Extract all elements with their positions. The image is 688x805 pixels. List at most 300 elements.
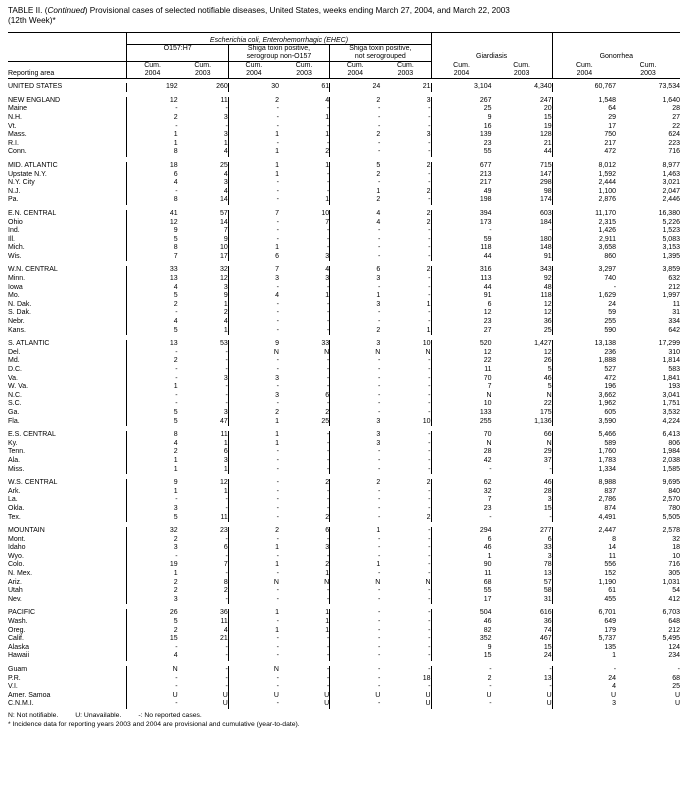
row-value: 25 — [672, 683, 680, 691]
row-value: 1 — [228, 131, 279, 140]
row-value: 5 — [127, 618, 178, 627]
table-row — [8, 496, 680, 505]
row-value: 2 — [127, 587, 178, 596]
row-value: - — [228, 105, 279, 114]
row-value: 9 — [431, 644, 492, 653]
row-value: - — [228, 700, 279, 709]
row-value: 6,703 — [662, 609, 680, 617]
row-value: 5 — [127, 292, 178, 301]
row-value: 2,911 — [552, 236, 616, 245]
row-value: - — [431, 683, 492, 692]
row-value: - — [326, 170, 330, 178]
row-value: 1 — [223, 439, 228, 447]
row-value: 55 — [431, 587, 492, 596]
row-value: - — [326, 504, 330, 512]
row-value: 2 — [330, 327, 381, 336]
row-value: 716 — [668, 148, 680, 156]
row-value: 1,814 — [662, 357, 680, 365]
row-value: - — [431, 700, 492, 709]
row-value: 212 — [668, 626, 680, 634]
row-value: U — [127, 692, 178, 701]
row-value: 1,031 — [662, 578, 680, 586]
row-value: - — [127, 188, 178, 197]
row-value: 118 — [431, 244, 492, 253]
row-value: - — [330, 570, 381, 579]
row-value: 648 — [668, 618, 680, 626]
row-value: 78 — [543, 561, 552, 569]
row-value: 12 — [220, 275, 228, 283]
row-value: 1,888 — [552, 357, 616, 366]
row-area-label: N.C. — [8, 391, 22, 399]
row-value: 5,505 — [662, 513, 680, 521]
row-value: - — [428, 113, 431, 121]
row-area-label: Kans. — [8, 326, 26, 334]
row-value: 6 — [547, 535, 552, 543]
row-value: 68 — [672, 674, 680, 682]
row-value: 5,495 — [662, 635, 680, 643]
table-row — [8, 587, 680, 596]
row-value: N — [127, 666, 178, 675]
row-value: 6 — [223, 544, 228, 552]
row-value: - — [330, 179, 381, 188]
row-value: - — [549, 465, 552, 473]
row-area-label: N.H. — [8, 113, 22, 121]
row-value: 1 — [127, 457, 178, 466]
row-value: - — [228, 301, 279, 310]
row-area-label: Ind. — [8, 227, 20, 235]
row-value: 1 — [127, 488, 178, 497]
table-row — [8, 219, 680, 228]
row-value: 298 — [539, 179, 552, 187]
row-value: - — [326, 374, 330, 382]
row-value: 7 — [228, 266, 279, 275]
row-value: - — [330, 457, 381, 466]
row-value: 5 — [127, 418, 178, 427]
row-value: - — [326, 122, 330, 130]
table-row — [8, 97, 680, 106]
row-value: - — [428, 666, 431, 673]
row-value: 4 — [127, 284, 178, 293]
row-value: 806 — [668, 439, 680, 447]
row-value: 520 — [431, 340, 492, 349]
row-value: 33 — [321, 340, 330, 348]
table-row — [8, 196, 680, 205]
row-value: 6 — [431, 536, 492, 545]
row-area-label: N.Y. City — [8, 179, 35, 187]
row-value: 1,190 — [552, 579, 616, 588]
row-value: 3,590 — [552, 418, 616, 427]
row-value: 198 — [431, 196, 492, 205]
row-value: - — [228, 383, 279, 392]
row-area-label: Conn. — [8, 148, 27, 156]
subgroup-stec-notsero-l1: Shiga toxin positive, — [330, 44, 431, 53]
header-cum-row — [8, 61, 680, 70]
row-value: 1,136 — [534, 417, 552, 425]
row-area-label: Utah — [8, 587, 23, 595]
row-value: - — [428, 527, 431, 535]
row-value: 1,592 — [552, 171, 616, 180]
table-row — [8, 309, 680, 318]
row-value: - — [326, 244, 330, 252]
row-value: 5,226 — [662, 218, 680, 226]
row-value: - — [225, 674, 228, 682]
row-value: - — [330, 666, 381, 675]
row-value: 12 — [431, 309, 492, 318]
row-value: 2 — [325, 408, 330, 416]
table-row — [8, 505, 680, 514]
row-area-label: V.I. — [8, 683, 18, 691]
row-value: - — [428, 626, 431, 634]
row-value: U — [425, 691, 431, 699]
row-value: 98 — [543, 187, 552, 195]
row-value: 1 — [228, 440, 279, 449]
row-value: - — [225, 535, 228, 543]
row-value: 472 — [552, 148, 616, 157]
row-value: 3 — [330, 340, 381, 349]
row-value: 25 — [220, 161, 228, 169]
row-value: 3 — [547, 552, 552, 560]
row-value: - — [225, 683, 228, 691]
row-value: 5 — [127, 409, 178, 418]
row-value: 2,447 — [552, 527, 616, 536]
row-value: - — [225, 504, 228, 512]
table-row — [8, 375, 680, 384]
row-value: 184 — [539, 218, 552, 226]
row-value: 61 — [552, 587, 616, 596]
row-value: - — [326, 309, 330, 317]
row-value: - — [428, 179, 431, 187]
row-value: 47 — [220, 417, 228, 425]
row-value: - — [428, 683, 431, 691]
row-value: - — [228, 448, 279, 457]
row-value: - — [225, 366, 228, 373]
row-value: 13 — [127, 275, 178, 284]
row-value: 4 — [223, 187, 228, 195]
row-value: N — [546, 391, 552, 399]
row-value: 42 — [431, 457, 492, 466]
row-value: 277 — [539, 527, 552, 535]
row-value: 255 — [552, 318, 616, 327]
row-value: 19 — [127, 561, 178, 570]
row-value: - — [431, 666, 492, 675]
row-area-label: D.C. — [8, 366, 22, 373]
row-value: - — [326, 496, 330, 504]
row-value: - — [326, 326, 330, 334]
row-value: 36 — [543, 318, 552, 326]
row-value: 8 — [552, 536, 616, 545]
row-value: - — [225, 570, 228, 578]
row-value: 2,876 — [552, 196, 616, 205]
row-area-label: Fla. — [8, 417, 20, 425]
row-value: 55 — [431, 148, 492, 157]
row-value: 49 — [431, 188, 492, 197]
row-value: 27 — [431, 327, 492, 336]
row-value: - — [326, 674, 330, 682]
row-value: 6 — [127, 171, 178, 180]
row-value: 3 — [228, 275, 279, 284]
row-value: 18 — [127, 162, 178, 171]
row-value: 4 — [330, 219, 381, 228]
row-value: N — [425, 578, 431, 586]
row-value: 13,138 — [552, 340, 616, 349]
row-value: 11 — [220, 513, 228, 521]
row-value: 21 — [220, 635, 228, 643]
row-value: - — [330, 114, 381, 123]
row-value: - — [330, 123, 381, 132]
row-value: 113 — [431, 275, 492, 284]
row-value: 19 — [543, 122, 552, 130]
row-value: 1 — [330, 292, 381, 301]
row-area-label: Mont. — [8, 535, 26, 543]
row-value: - — [228, 683, 279, 692]
row-value: 1 — [552, 652, 616, 661]
row-value: 2 — [330, 131, 381, 140]
row-value: 412 — [668, 595, 680, 603]
row-value: 128 — [539, 131, 552, 139]
row-value: 6 — [223, 448, 228, 456]
cum-label-3: Cum. — [295, 61, 313, 69]
row-value: 1,997 — [662, 292, 680, 300]
row-area-label: W.N. CENTRAL — [8, 266, 58, 274]
row-value: 1 — [228, 162, 279, 171]
row-value: 8,988 — [552, 479, 616, 488]
row-value: 3 — [426, 96, 431, 104]
row-value: 46 — [431, 618, 492, 627]
row-value: - — [428, 148, 431, 156]
row-value: - — [127, 105, 178, 114]
row-value: 1 — [228, 544, 279, 553]
cum-label-6: Cum. — [431, 61, 492, 70]
table-row — [8, 675, 680, 684]
table-row — [8, 188, 680, 197]
row-value: 24 — [543, 652, 552, 660]
row-value: - — [228, 514, 279, 523]
row-value: 13 — [127, 340, 178, 349]
row-value: - — [228, 114, 279, 123]
row-value: 59 — [552, 309, 616, 318]
row-value: 1 — [330, 527, 381, 536]
row-value: - — [677, 666, 680, 673]
row-value: 31 — [543, 595, 552, 603]
row-value: 3 — [330, 440, 381, 449]
row-area-label: MID. ATLANTIC — [8, 161, 58, 169]
row-value: 2 — [330, 196, 381, 205]
row-value: 455 — [552, 596, 616, 605]
row-value: - — [330, 448, 381, 457]
row-value: 9 — [223, 292, 228, 300]
footnote-0: N: Not notifiable. U: Unavailable. -: No reported cases. — [8, 711, 202, 719]
table-row — [8, 284, 680, 293]
row-value: 2 — [228, 97, 279, 106]
row-value: 467 — [539, 635, 552, 643]
table-row — [8, 210, 680, 219]
row-value: 677 — [431, 162, 492, 171]
row-value: - — [330, 514, 381, 523]
subgroup-stec-nono157-l1: Shiga toxin positive, — [228, 44, 329, 53]
row-value: 70 — [431, 431, 492, 440]
row-value: - — [330, 253, 381, 262]
row-value: - — [127, 683, 178, 692]
row-value: U — [425, 700, 431, 708]
row-value: - — [428, 465, 431, 473]
row-area-label: Pa. — [8, 196, 19, 204]
row-value: 10 — [321, 209, 330, 217]
row-value: - — [127, 644, 178, 653]
table-row — [8, 105, 680, 114]
table-row — [8, 227, 680, 236]
row-value: - — [431, 466, 492, 475]
row-value: 716 — [668, 561, 680, 569]
row-value: - — [330, 236, 381, 245]
row-value: - — [428, 309, 431, 317]
row-area-label: Iowa — [8, 283, 23, 291]
row-value: 10 — [422, 340, 431, 348]
row-value: 2 — [426, 209, 431, 217]
row-value: 12 — [127, 97, 178, 106]
row-value: - — [326, 456, 330, 464]
row-value: 9 — [127, 479, 178, 488]
row-value: 23 — [220, 527, 228, 535]
row-value: - — [326, 383, 330, 391]
row-value: 24 — [552, 301, 616, 310]
row-value: 1 — [228, 431, 279, 440]
row-area-label: La. — [8, 496, 18, 504]
row-value: 3 — [330, 301, 381, 310]
row-value: 174 — [539, 196, 552, 204]
row-value: 3 — [330, 418, 381, 427]
row-value: - — [326, 139, 330, 147]
row-value: U — [552, 692, 616, 701]
row-value: - — [225, 552, 228, 560]
row-value: 343 — [539, 266, 552, 274]
table-row — [8, 553, 680, 562]
row-value: 616 — [539, 609, 552, 617]
year-header-6: 2004 — [431, 70, 492, 79]
row-value: - — [228, 227, 279, 236]
row-value: 91 — [431, 292, 492, 301]
row-value: N — [228, 579, 279, 588]
row-value: 750 — [552, 131, 616, 140]
row-value: 15 — [127, 635, 178, 644]
row-value: 632 — [668, 275, 680, 283]
table-row — [8, 683, 680, 692]
row-value: 36 — [543, 618, 552, 626]
table-row — [8, 440, 680, 449]
row-value: - — [228, 357, 279, 366]
year-header-3: 2003 — [279, 70, 330, 79]
row-value: 7 — [228, 210, 279, 219]
row-value: 3 — [330, 431, 381, 440]
row-value: 556 — [552, 561, 616, 570]
row-value: - — [428, 609, 431, 617]
row-value: 6 — [325, 527, 330, 535]
row-value: 175 — [539, 408, 552, 416]
row-value: - — [330, 505, 381, 514]
row-value: N — [330, 579, 381, 588]
row-area-label: Va. — [8, 374, 18, 382]
table-row — [8, 400, 680, 409]
row-value: - — [326, 105, 330, 113]
row-area-label: MOUNTAIN — [8, 527, 45, 535]
row-value: 3,859 — [662, 266, 680, 274]
row-value: 583 — [668, 366, 680, 373]
table-row — [8, 327, 680, 336]
row-value: 305 — [668, 570, 680, 578]
row-value: 148 — [539, 244, 552, 252]
row-value: 837 — [552, 488, 616, 497]
row-value: 5 — [127, 327, 178, 336]
row-value: - — [330, 392, 381, 401]
row-value: 1,751 — [662, 400, 680, 408]
row-value: 24 — [330, 83, 381, 92]
row-value: 17,299 — [658, 340, 680, 348]
row-value: - — [228, 366, 279, 375]
row-value: - — [326, 683, 330, 691]
row-value: - — [326, 652, 330, 660]
row-value: 32 — [431, 488, 492, 497]
row-value: 2 — [330, 171, 381, 180]
row-value: 1 — [223, 300, 228, 308]
row-value: 8,012 — [552, 162, 616, 171]
row-value: 28 — [543, 487, 552, 495]
row-value: - — [225, 643, 228, 651]
row-value: - — [428, 252, 431, 260]
row-value: - — [228, 219, 279, 228]
row-value: - — [428, 504, 431, 512]
table-row — [8, 700, 680, 709]
table-row — [8, 527, 680, 536]
table-row — [8, 544, 680, 553]
row-value: 10 — [422, 417, 431, 425]
row-value: 37 — [543, 456, 552, 464]
table-row — [8, 392, 680, 401]
row-value: - — [228, 479, 279, 488]
table-row — [8, 635, 680, 644]
row-value: 11 — [552, 553, 616, 562]
table-row — [8, 366, 680, 375]
table-row — [8, 266, 680, 275]
row-value: 3,104 — [431, 83, 492, 92]
row-value: 124 — [668, 643, 680, 651]
row-value: - — [428, 561, 431, 569]
row-area-label: Vt. — [8, 122, 17, 130]
row-value: 1 — [228, 171, 279, 180]
table-row — [8, 692, 680, 701]
row-value: - — [228, 618, 279, 627]
row-value: - — [326, 465, 330, 473]
row-value: 90 — [431, 561, 492, 570]
table-row — [8, 418, 680, 427]
row-value: 10 — [431, 400, 492, 409]
row-value: 1,984 — [662, 448, 680, 456]
row-value: 68 — [431, 579, 492, 588]
row-value: 4 — [325, 96, 330, 104]
row-value: 1,100 — [552, 188, 616, 197]
row-value: 2 — [325, 148, 330, 156]
row-value: - — [225, 666, 228, 673]
row-value: 1 — [228, 244, 279, 253]
cum-label-8: Cum. — [552, 61, 616, 70]
year-header-2: 2004 — [228, 70, 279, 79]
row-area-label: NEW ENGLAND — [8, 96, 61, 104]
row-value: - — [225, 400, 228, 408]
row-area-label: Alaska — [8, 643, 30, 651]
row-value: - — [428, 643, 431, 651]
row-value: 11 — [220, 96, 228, 104]
ecoli-group-header: Escherichia coli, Enterohemorrhagic (EHEC) — [127, 32, 431, 44]
row-value: 624 — [668, 131, 680, 139]
row-value: - — [428, 496, 431, 504]
